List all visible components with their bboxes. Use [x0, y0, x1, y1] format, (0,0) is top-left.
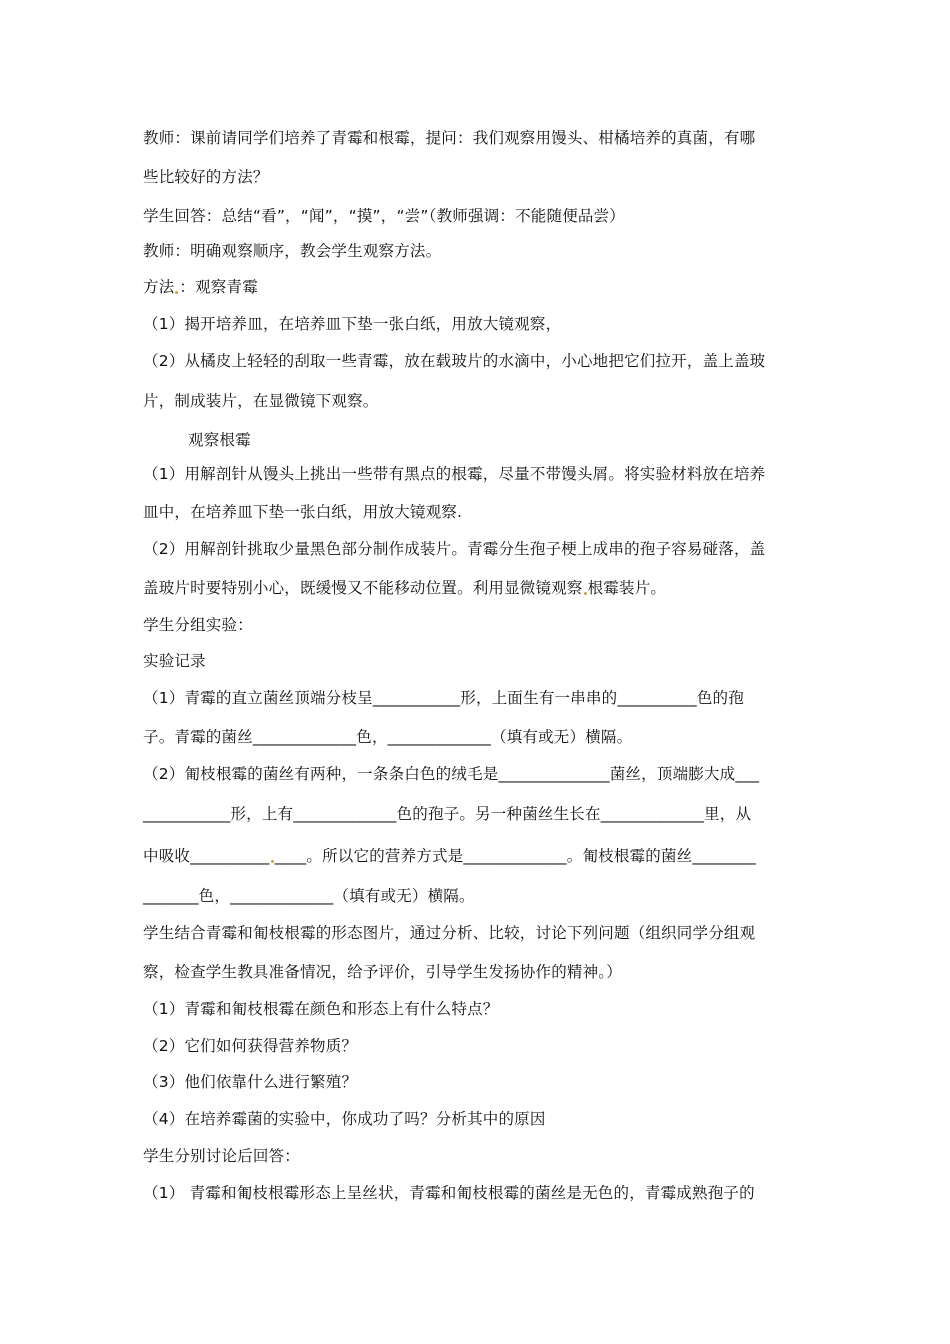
- question-1: （1）青霉和匍枝根霉在颜色和形态上有什么特点？: [143, 1000, 499, 1018]
- question-4: （4）在培养霉菌的实验中，你成功了吗？分析其中的原因: [143, 1110, 546, 1128]
- step-penicillium-2-cont: 片，制成装片，在显微镜下观察。: [143, 392, 379, 410]
- record-item-2-cont3: _______色，_____________（填有或无）横隔。: [143, 887, 475, 905]
- question-3: （3）他们依靠什么进行繁殖？: [143, 1073, 358, 1091]
- text-mark: [175, 291, 178, 294]
- text-mark: [584, 592, 587, 595]
- step-rhizopus-2: （2）用解剖针挑取少量黑色部分制作成装片。青霉分生孢子梗上成串的孢子容易碰落，盖: [143, 540, 766, 558]
- text-mark: [271, 860, 274, 863]
- paragraph-discussion-intro-cont: 察，检查学生教具准备情况，给予评价，引导学生发扬协作的精神。）: [143, 963, 622, 981]
- step-penicillium-1: （1）揭开培养皿，在培养皿下垫一张白纸，用放大镜观察，: [143, 315, 562, 333]
- paragraph-student-discussion: 学生分别讨论后回答：: [143, 1147, 301, 1165]
- paragraph-student-answer: 学生回答：总结“看”，“闻”，“摸”，“尝”（教师强调：不能随便品尝）: [143, 207, 625, 225]
- paragraph-group-experiment: 学生分组实验：: [143, 616, 253, 634]
- step-penicillium-2: （2）从橘皮上轻轻的刮取一些青霉，放在载玻片的水滴中，小心地把它们拉开，盖上盖玻: [143, 352, 766, 370]
- heading-experiment-record: 实验记录: [143, 652, 206, 670]
- step-rhizopus-1-cont: 皿中，在培养皿下垫一张白纸，用放大镜观察.: [143, 503, 463, 521]
- record-item-2: （2）匍枝根霉的菌丝有两种，一条条白色的绒毛是______________菌丝，顶端膨大成___: [143, 765, 760, 783]
- paragraph-teacher-question: 教师：课前请同学们培养了青霉和根霉，提问：我们观察用馒头、柑橘培养的真菌，有哪: [143, 129, 756, 147]
- heading-observe-rhizopus: 观察根霉: [188, 431, 251, 449]
- record-item-1: （1）青霉的直立菌丝顶端分枝呈___________形，上面生有一串串的__________色的孢: [143, 689, 744, 707]
- step-rhizopus-2-cont: 盖玻片时要特别小心，既缓慢又不能移动位置。利用显微镜观察 根霉装片。: [143, 579, 667, 597]
- record-item-2-cont2: 中吸收__________ ____。所以它的营养方式是_____________。匍枝根霉的菌丝________: [143, 847, 756, 865]
- answer-1: （1） 青霉和匍枝根霉形态上呈丝状，青霉和匍枝根霉的菌丝是无色的，青霉成熟孢子的: [143, 1184, 755, 1202]
- paragraph-teacher-question-cont: 些比较好的方法？: [143, 168, 269, 186]
- step-rhizopus-1: （1）用解剖针从馒头上挑出一些带有黑点的根霉，尽量不带馒头屑。将实验材料放在培养: [143, 465, 766, 483]
- record-item-2-cont: ___________形，上有_____________色的孢子。另一种菌丝生长在_____________里，从: [143, 805, 752, 823]
- record-item-1-cont: 子。青霉的菌丝_____________色，_____________（填有或无）横隔。: [143, 728, 633, 746]
- question-2: （2）它们如何获得营养物质？: [143, 1037, 358, 1055]
- paragraph-discussion-intro: 学生结合青霉和匍枝根霉的形态图片，通过分析、比较，讨论下列问题（组织同学分组观: [143, 924, 756, 942]
- paragraph-teacher-method: 教师：明确观察顺序，教会学生观察方法。: [143, 242, 442, 260]
- paragraph-method-penicillium: 方法 ：观察青霉: [143, 278, 258, 296]
